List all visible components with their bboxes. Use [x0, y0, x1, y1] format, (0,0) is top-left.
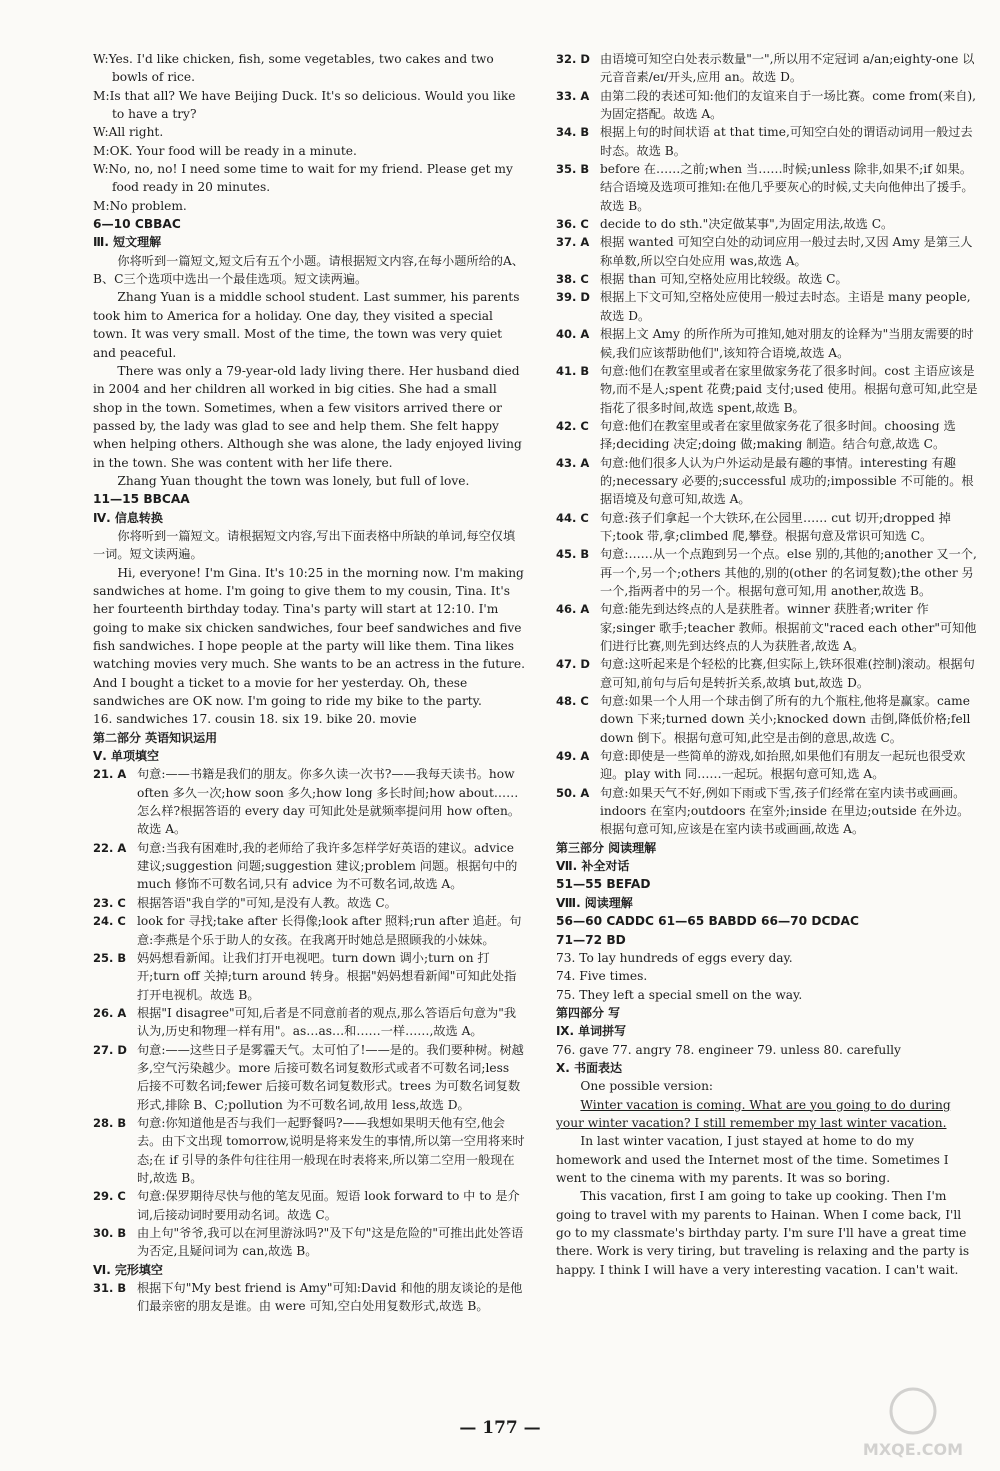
part-2-title: 第二部分 英语知识运用 [93, 730, 218, 745]
answer-key: 46. A [556, 602, 590, 617]
answer-key: 33. A [556, 88, 590, 103]
section-4-instructions: 你将听到一篇短文。请根据短文内容,写出下面表格中所缺的单词,每空仅填一词。短文读两遍。 [93, 528, 516, 562]
answer-explanation: 根据 than 可知,空格处应用比较级。故选 C。 [600, 272, 848, 287]
answer-key: 50. A [556, 785, 590, 800]
passage-paragraph: Zhang Yuan is a middle school student. Last summer, his parents took him to America for a holiday. One day, they visited a special town. It was very small. Most of the time, the town was very quiet and peaceful. [93, 290, 520, 360]
dialogue-line: W:Yes. I'd like chicken, fish, some vegetables, two cakes and two bowls of rice. [93, 52, 494, 85]
watermark-text: MXQE.COM [862, 1440, 964, 1459]
answer-key: 29. C [93, 1189, 126, 1204]
answer-explanation: 句意:……从一个点跑到另一个点。else 别的,其他的;another 又一个,再一个,另一个;others 其他的,别的(other 的名词复数);the other 另一个,指两者中的另一个。根据句意可知,用 another,故选 B。 [600, 547, 977, 598]
dialogue-line: M:OK. Your food will be ready in a minute. [93, 143, 357, 158]
section-3-instructions: 你将听到一篇短文,短文后有五个小题。请根据短文内容,在每小题所给的A、B、C三个选项中选出一个最佳选项。短文读两遍。 [93, 253, 524, 287]
dialogue-line: M:Is that all? We have Beijing Duck. It's so delicious. Would you like to have a try? [93, 88, 516, 122]
answer-item [556, 747, 980, 784]
part-3-title: 第三部分 阅读理解 [556, 840, 657, 855]
answer-explanation: 根据上句的时间状语 at that time,可知空白处的谓语动词用一般过去时态。故选 B。 [600, 125, 973, 158]
essay-paragraph: In last winter vacation, I just stayed at home to do my homework and used the Internet most of the time. Sometimes I went to the cinema with my parents. It was so boring. [556, 1134, 949, 1185]
answer-explanation: 句意:即使是一些简单的游戏,如抬照,如果他们有朋友一起玩也很受欢迎。play with 同……一起玩。根据句意可知,选 A。 [600, 749, 966, 782]
answer-item [556, 655, 980, 692]
essay-paragraph: This vacation, first I am going to take up cooking. Then I'm going to travel with my parents to Hainan. When I come back, I'll go to my classmate's birthday party. I'm sure I'll have a great time there. Work is very tiring, but traveling is relaxing and the party is happy. I think I will have a very interesting vacation. I can't wait. [556, 1189, 970, 1277]
answer-item [93, 949, 525, 1004]
answer-explanation: 根据答语"我自学的"可知,是没有人教。故选 C。 [137, 895, 397, 910]
part-4-title: 第四部分 写 [556, 1005, 621, 1020]
answer-item [93, 1041, 525, 1114]
dialogue-line: M:No problem. [93, 198, 187, 213]
answer-item [556, 600, 980, 655]
right-column [556, 50, 980, 1279]
answer-explanation: 句意:他们很多人认为户外运动是最有趣的事情。interesting 有趣的;necessary 必要的;successful 成功的;impossible 不可能的。根据语境及句意可知,故选 A。 [600, 455, 974, 507]
answer-explanation: 句意:这听起来是个轻松的比赛,但实际上,铁环很难(控制)滚动。根据句意可知,前句与后句是转折关系,故填 but,故选 D。 [600, 657, 975, 690]
answer-item [93, 765, 525, 838]
dialogue-line: W:No, no, no! I need some time to wait for my friend. Please get my food ready in 20 minutes. [93, 162, 513, 195]
answer-key: 44. C [556, 510, 589, 525]
answer-key: 40. A [556, 327, 590, 342]
section-7-title: Ⅶ. 补全对话 [556, 859, 630, 874]
answer-item [93, 839, 525, 894]
answer-item [93, 1224, 525, 1261]
answer-73: 73. To lay hundreds of eggs every day. [556, 950, 793, 965]
answer-item [93, 1004, 525, 1041]
answer-key: 45. B [556, 547, 590, 562]
answer-key: 36. C [556, 217, 589, 232]
answer-key: 30. B [93, 1226, 127, 1240]
dialogue-transcript [93, 50, 525, 215]
section-5-answers [93, 765, 525, 1260]
answer-explanation: 句意:——书籍是我们的朋友。你多久读一次书?——我每天读书。how often 多久一次;how soon 多久;how long 多长时间;how about…… 怎么样?根据答语的 every day 可知此处是就频率提问用 how often。故选 A。 [137, 767, 521, 837]
answer-item [556, 87, 980, 124]
answer-explanation: decide to do sth."决定做某事",为固定用法,故选 C。 [600, 217, 894, 232]
answer-56-70: 56—60 CADDC 61—65 BABDD 66—70 DCDAC [556, 914, 859, 929]
answer-explanation: 句意:如果天气不好,例如下雨或下雪,孩子们经常在室内读书或画画。indoors 在室内;outdoors 在室外;inside 在里边;outside 在外边。根据句意可知,应该是在室内读书或画画,故选 A。 [600, 785, 970, 837]
passage-paragraph: Zhang Yuan thought the town was lonely, but full of love. [117, 473, 470, 488]
answer-explanation: 由第二段的表述可知:他们的友谊来自于一场比赛。come from(来自),为固定搭配。故选 A。 [600, 88, 977, 122]
answer-key: 26. A [93, 1005, 127, 1020]
answer-explanation: 由上句"爷爷,我可以在河里游泳吗?"及下句"这是危险的"可推出此处答语为否定,且疑问词为 can,故选 B。 [137, 1226, 524, 1259]
answer-key: 48. C [556, 694, 589, 709]
answer-key: 35. B [556, 162, 590, 177]
answer-item [556, 215, 980, 233]
page-number: — 177 — [459, 1418, 541, 1438]
answer-key: 27. D [93, 1042, 127, 1057]
answer-explanation: 妈妈想看新闻。让我们打开电视吧。turn down 调小;turn on 打开;turn off 关掉;turn around 转身。根据"妈妈想看新闻"可知此处指打开电视机。故选 B。 [137, 950, 517, 1002]
answer-item [556, 784, 980, 839]
answer-explanation: 根据"I disagree"可知,后者是不同意前者的观点,那么答语后句意为"我认为,历史和物理一样有用"。as…as…和……一样……,故选 A。 [137, 1005, 517, 1039]
answer-item [556, 50, 980, 87]
answer-explanation: 句意:他们在教室里或者在家里做家务花了很多时间。choosing 选择;deciding 决定;doing 做;making 制造。结合句意,故选 C。 [600, 418, 956, 452]
section-3-passage [93, 288, 525, 490]
answer-explanation: 根据下句"My best friend is Amy"可知:David 和他的朋友谈论的是他们最亲密的朋友是谁。由 were 可知,空白处用复数形式,故选 B。 [137, 1281, 523, 1314]
section-8-title: Ⅷ. 阅读理解 [556, 895, 633, 910]
answer-75: 75. They left a special smell on the way. [556, 987, 803, 1002]
answer-explanation: 根据 wanted 可知空白处的动词应用一般过去时,又因 Amy 是第三人称单数,所以空白处应用 was,故选 A。 [600, 235, 973, 268]
answer-explanation: before 在……之前;when 当……时候;unless 除非,如果不;if 如果。结合语境及选项可推知:在他几乎要灰心的时候,丈夫向他伸出了援手。故选 B。 [600, 162, 974, 213]
answer-explanation: look for 寻找;take after 长得像;look after 照料;run after 追赶。句意:李燕是个乐于助人的女孩。在我离开时她总是照顾我的小妹妹。 [137, 914, 522, 947]
section-4-passage: Hi, everyone! I'm Gina. It's 10:25 in the morning now. I'm making sandwiches at home. I'm going to give them to my cousin, Tina. It's her fourteenth birthday today. Tina's party will start at 12:10. I'm going to make six chicken sandwiches, four beef sandwiches and five fish sandwiches. I hope people at the party will like them. Tina likes watching movies very much. She wants to be an actress in the future. And I bought a ticket to a movie for her yesterday. Oh, these sandwiches are OK now. I'm going to ride my bike to the party. [93, 565, 525, 709]
answer-key: 38. C [556, 272, 589, 287]
answer-explanation: 根据上文 Amy 的所作所为可推知,她对朋友的诠释为"当朋友需要的时候,我们应该帮助他们",该知符合语境,故选 A。 [600, 327, 974, 360]
answer-explanation: 句意:——这些日子是雾霾天气。太可怕了!——是的。我们要种树。树越多,空气污染越少。more 后接可数名词复数形式或者不可数名词;less 后接不可数名词;fewer 后接可数名词复数形式。trees 为可数名词复数形式,排除 B、C;pollution 为不可数名词,故用 less,故选 D。 [137, 1042, 524, 1112]
section-9-title: Ⅸ. 单词拼写 [556, 1024, 627, 1039]
section-5-title: Ⅴ. 单项填空 [93, 749, 160, 764]
cloze-answers [556, 50, 980, 839]
answer-item [556, 545, 980, 600]
answer-item [556, 160, 980, 215]
answer-key: 43. A [556, 455, 590, 470]
answer-key: 49. A [556, 749, 590, 764]
answer-key: 47. D [556, 657, 590, 672]
essay-opening: Winter vacation is coming. What are you going to do during your winter vacation? I still remember my last winter vacation. [556, 1097, 951, 1130]
answer-key: 22. A [93, 840, 127, 855]
answer-item [556, 288, 980, 325]
answer-key: 21. A [93, 767, 127, 782]
answer-item [556, 692, 980, 747]
passage-paragraph: There was only a 79-year-old lady living there. Her husband died in 2004 and her children all worked in big cities. She had a small shop in the town. Sometimes, when a few visitors arrived there or passed by, the lady was glad to see and help them. She felt happy when helping others. Although she was alone, the lady enjoyed living in the town. She was content with her life there. [93, 363, 522, 470]
answer-16-20: 16. sandwiches 17. cousin 18. six 19. bike 20. movie [93, 712, 417, 727]
answer-6-10: 6—10 CBBAC [93, 217, 181, 232]
answer-item [556, 454, 980, 509]
answer-explanation: 由语境可知空白处表示数量"一",所以用不定冠词 a/an;eighty-one 以元音音素/eɪ/开头,应用 an。故选 D。 [600, 52, 975, 85]
answer-item [93, 894, 525, 912]
answer-76-80: 76. gave 77. angry 78. engineer 79. unless 80. carefully [556, 1042, 901, 1057]
answer-item [556, 417, 980, 454]
answer-item [93, 1279, 525, 1316]
left-column [93, 50, 525, 1316]
section-3-title: Ⅲ. 短文理解 [93, 235, 162, 250]
answer-item [93, 1187, 525, 1224]
answer-item [556, 270, 980, 288]
answer-explanation: 句意:当我有困难时,我的老师给了我许多怎样学好英语的建议。advice 建议;suggestion 问题;suggestion 建议;problem 问题。根据句中的 much 修饰不可数名词,只有 advice 为不可数名词,故选 A。 [137, 840, 518, 892]
answer-item [93, 912, 525, 949]
section-6-title: Ⅵ. 完形填空 [93, 1262, 163, 1277]
answer-explanation: 句意:他们在教室里或者在家里做家务花了很多时间。cost 主语应该是物,而不是人;spent 花费;paid 支付;used 使用。根据句意可知,此空是指花了很多时间,故选 spent,故选 B。 [600, 363, 978, 415]
answer-explanation: 句意:如果一个人用一个球击倒了所有的九个瓶柱,他将是赢家。came down 下来;turned down 关小;knocked down 击倒,降低价格;fell down 倒下。根据句意可知,此空是击倒的意思,故选 C。 [600, 694, 971, 745]
answer-explanation: 根据上下文可知,空格处应使用一般过去时态。主语是 many people,故选 D。 [600, 290, 971, 323]
section-4-title: Ⅳ. 信息转换 [93, 510, 163, 525]
answer-item [556, 123, 980, 160]
answer-explanation: 句意:你知道他是否与我们一起野餐吗?——我想如果明天他有空,他会去。由下文出现 tomorrow,说明是将来发生的事情,所以第一空用将来时态;在 if 引导的条件句往往用一般现在时表将来,所以第二空用一般现在时,故选 B。 [137, 1115, 525, 1185]
answer-explanation: 句意:孩子们拿起一个大铁环,在公园里…… cut 切开;dropped 掉下;took 带,拿;climbed 爬,攀登。根据句意及常识可知选 C。 [600, 510, 951, 543]
answer-key: 28. B [93, 1115, 127, 1130]
answer-explanation: 句意:能先到达终点的人是获胜者。winner 获胜者;writer 作家;singer 歌手;teacher 教师。根据前文"raced each other"可知他们进行比赛,则先到达终点的人为获胜者,故选 A。 [600, 602, 977, 653]
answer-key: 32. D [556, 52, 590, 66]
answer-item [556, 233, 980, 270]
answer-11-15: 11—15 BBCAA [93, 492, 190, 507]
essay-intro: One possible version: [580, 1079, 714, 1094]
answer-71-72: 71—72 BD [556, 932, 626, 947]
section-6-answers [93, 1279, 525, 1316]
answer-key: 25. B [93, 950, 127, 965]
answer-item [93, 1114, 525, 1187]
answer-key: 23. C [93, 895, 126, 910]
answer-51-55: 51—55 BEFAD [556, 877, 651, 892]
answer-item [556, 325, 980, 362]
answer-key: 31. B [93, 1281, 127, 1296]
answer-key: 24. C [93, 914, 126, 929]
answer-key: 41. B [556, 363, 590, 378]
answer-key: 34. B [556, 125, 590, 140]
answer-explanation: 句意:保罗期待尽快与他的笔友见面。短语 look forward to 中 to 是介词,后接动词时要用动名词。故选 C。 [137, 1189, 520, 1222]
section-10-title: Ⅹ. 书面表达 [556, 1060, 622, 1075]
answer-item [556, 509, 980, 546]
dialogue-line: W:All right. [93, 125, 164, 140]
answer-74: 74. Five times. [556, 969, 648, 984]
answer-item [556, 362, 980, 417]
answer-key: 42. C [556, 418, 589, 433]
answer-key: 39. D [556, 290, 590, 305]
answer-key: 37. A [556, 235, 590, 250]
essay-body [556, 1132, 980, 1279]
watermark-logo [838, 1383, 988, 1463]
